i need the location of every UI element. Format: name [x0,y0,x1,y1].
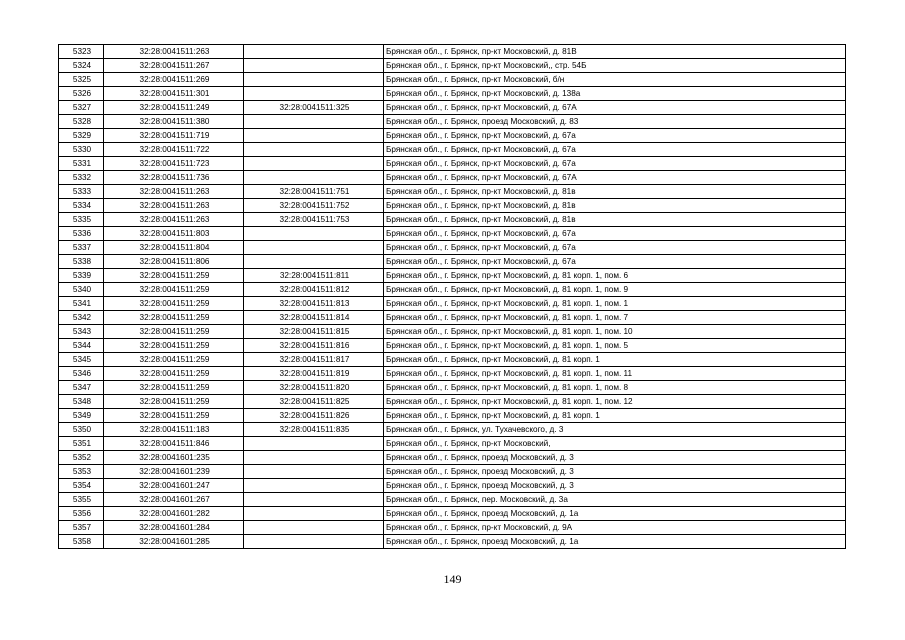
table-row [59,269,846,283]
row-number-cell: 5345 [59,353,104,367]
parcel-number-cell: 32:28:0041511:719 [104,129,244,143]
parcel-number-cell: 32:28:0041511:806 [104,255,244,269]
parcel-number-cell: 32:28:0041511:803 [104,227,244,241]
parcel-number-cell: 32:28:0041511:263 [104,45,244,59]
table-row [59,59,846,73]
address-cell: Брянская обл., г. Брянск, проезд Московский, д. 3 [384,465,846,479]
table-row [59,423,846,437]
address-cell: Брянская обл., г. Брянск, пр-кт Московский, д. 81 корп. 1 [384,353,846,367]
object-number-cell [244,255,384,269]
address-cell: Брянская обл., г. Брянск, проезд Московский, д. 1а [384,535,846,549]
row-number-cell: 5327 [59,101,104,115]
row-number-cell: 5331 [59,157,104,171]
row-number-cell: 5335 [59,213,104,227]
address-cell: Брянская обл., г. Брянск, пр-кт Московский, д. 67А [384,101,846,115]
table-row [59,297,846,311]
parcel-number-cell: 32:28:0041511:846 [104,437,244,451]
table-row [59,143,846,157]
row-number-cell: 5354 [59,479,104,493]
address-cell: Брянская обл., г. Брянск, пр-кт Московский, д. 67а [384,227,846,241]
row-number-cell: 5330 [59,143,104,157]
object-number-cell: 32:28:0041511:820 [244,381,384,395]
parcel-number-cell: 32:28:0041511:249 [104,101,244,115]
object-number-cell [244,241,384,255]
address-cell: Брянская обл., г. Брянск, пр-кт Московский, д. 81в [384,185,846,199]
table-row [59,241,846,255]
object-number-cell: 32:28:0041511:816 [244,339,384,353]
table-row [59,129,846,143]
address-cell: Брянская обл., г. Брянск, пр-кт Московский, д. 81 корп. 1, пом. 12 [384,395,846,409]
row-number-cell: 5326 [59,87,104,101]
address-cell: Брянская обл., г. Брянск, ул. Тухачевского, д. 3 [384,423,846,437]
row-number-cell: 5351 [59,437,104,451]
object-number-cell: 32:28:0041511:811 [244,269,384,283]
object-number-cell [244,507,384,521]
parcel-number-cell: 32:28:0041601:235 [104,451,244,465]
table-row [59,381,846,395]
table-row [59,311,846,325]
table-row [59,185,846,199]
object-number-cell: 32:28:0041511:814 [244,311,384,325]
parcel-number-cell: 32:28:0041511:263 [104,199,244,213]
table-row [59,339,846,353]
address-cell: Брянская обл., г. Брянск, пр-кт Московский, д. 67а [384,255,846,269]
parcel-number-cell: 32:28:0041511:183 [104,423,244,437]
object-number-cell: 32:28:0041511:819 [244,367,384,381]
parcel-number-cell: 32:28:0041511:259 [104,339,244,353]
table-row [59,479,846,493]
parcel-number-cell: 32:28:0041511:259 [104,395,244,409]
row-number-cell: 5329 [59,129,104,143]
table-row [59,171,846,185]
row-number-cell: 5346 [59,367,104,381]
address-cell: Брянская обл., г. Брянск, пр-кт Московский, д. 81 корп. 1, пом. 9 [384,283,846,297]
row-number-cell: 5355 [59,493,104,507]
table-row [59,325,846,339]
row-number-cell: 5338 [59,255,104,269]
table-row [59,115,846,129]
object-number-cell [244,227,384,241]
table-row [59,73,846,87]
parcel-number-cell: 32:28:0041511:263 [104,185,244,199]
table-row [59,255,846,269]
object-number-cell: 32:28:0041511:752 [244,199,384,213]
address-cell: Брянская обл., г. Брянск, пр-кт Московский, д. 81В [384,45,846,59]
address-cell: Брянская обл., г. Брянск, пр-кт Московский, д. 67А [384,171,846,185]
table-row [59,353,846,367]
parcel-number-cell: 32:28:0041601:239 [104,465,244,479]
object-number-cell: 32:28:0041511:325 [244,101,384,115]
row-number-cell: 5343 [59,325,104,339]
address-cell: Брянская обл., г. Брянск, пр-кт Московский, [384,437,846,451]
table-row [59,437,846,451]
object-number-cell [244,45,384,59]
row-number-cell: 5340 [59,283,104,297]
table-row [59,409,846,423]
parcel-number-cell: 32:28:0041601:282 [104,507,244,521]
row-number-cell: 5356 [59,507,104,521]
address-cell: Брянская обл., г. Брянск, проезд Московский, д. 3 [384,479,846,493]
object-number-cell: 32:28:0041511:825 [244,395,384,409]
parcel-number-cell: 32:28:0041511:722 [104,143,244,157]
object-number-cell [244,143,384,157]
table-row [59,157,846,171]
object-number-cell [244,437,384,451]
object-number-cell: 32:28:0041511:813 [244,297,384,311]
object-number-cell [244,87,384,101]
row-number-cell: 5349 [59,409,104,423]
address-cell: Брянская обл., г. Брянск, пр-кт Московский, д. 67а [384,143,846,157]
address-cell: Брянская обл., г. Брянск, проезд Московский, д. 83 [384,115,846,129]
parcel-number-cell: 32:28:0041511:259 [104,283,244,297]
parcel-number-cell: 32:28:0041511:301 [104,87,244,101]
parcel-number-cell: 32:28:0041511:723 [104,157,244,171]
object-number-cell [244,521,384,535]
object-number-cell [244,59,384,73]
row-number-cell: 5350 [59,423,104,437]
address-cell: Брянская обл., г. Брянск, пер. Московский, д. 3а [384,493,846,507]
address-cell: Брянская обл., г. Брянск, пр-кт Московский,, стр. 54Б [384,59,846,73]
object-number-cell: 32:28:0041511:812 [244,283,384,297]
parcel-number-cell: 32:28:0041511:804 [104,241,244,255]
parcel-number-cell: 32:28:0041601:284 [104,521,244,535]
row-number-cell: 5339 [59,269,104,283]
parcel-number-cell: 32:28:0041511:263 [104,213,244,227]
row-number-cell: 5334 [59,199,104,213]
object-number-cell [244,171,384,185]
row-number-cell: 5348 [59,395,104,409]
table-row [59,395,846,409]
registry-table-body [59,45,846,549]
object-number-cell: 32:28:0041511:751 [244,185,384,199]
address-cell: Брянская обл., г. Брянск, пр-кт Московский, д. 81в [384,213,846,227]
row-number-cell: 5342 [59,311,104,325]
parcel-number-cell: 32:28:0041511:267 [104,59,244,73]
address-cell: Брянская обл., г. Брянск, пр-кт Московский, д. 81 корп. 1, пом. 8 [384,381,846,395]
row-number-cell: 5324 [59,59,104,73]
object-number-cell: 32:28:0041511:835 [244,423,384,437]
parcel-number-cell: 32:28:0041511:259 [104,367,244,381]
page-number: 149 [443,572,462,586]
parcel-number-cell: 32:28:0041601:285 [104,535,244,549]
parcel-number-cell: 32:28:0041511:259 [104,269,244,283]
parcel-number-cell: 32:28:0041601:247 [104,479,244,493]
row-number-cell: 5336 [59,227,104,241]
address-cell: Брянская обл., г. Брянск, пр-кт Московский, д. 67а [384,129,846,143]
parcel-number-cell: 32:28:0041511:259 [104,353,244,367]
table-row [59,493,846,507]
row-number-cell: 5352 [59,451,104,465]
table-row [59,367,846,381]
row-number-cell: 5347 [59,381,104,395]
object-number-cell: 32:28:0041511:815 [244,325,384,339]
parcel-number-cell: 32:28:0041601:267 [104,493,244,507]
object-number-cell [244,451,384,465]
address-cell: Брянская обл., г. Брянск, пр-кт Московский, д. 81 корп. 1, пом. 5 [384,339,846,353]
parcel-number-cell: 32:28:0041511:259 [104,311,244,325]
row-number-cell: 5332 [59,171,104,185]
table-row [59,465,846,479]
table-row [59,87,846,101]
address-cell: Брянская обл., г. Брянск, пр-кт Московский, д. 138а [384,87,846,101]
address-cell: Брянская обл., г. Брянск, пр-кт Московский, д. 81 корп. 1, пом. 10 [384,325,846,339]
row-number-cell: 5323 [59,45,104,59]
object-number-cell [244,535,384,549]
object-number-cell [244,465,384,479]
row-number-cell: 5333 [59,185,104,199]
object-number-cell [244,479,384,493]
object-number-cell [244,115,384,129]
address-cell: Брянская обл., г. Брянск, пр-кт Московский, д. 81 корп. 1, пом. 11 [384,367,846,381]
table-row [59,101,846,115]
table-row [59,507,846,521]
parcel-number-cell: 32:28:0041511:736 [104,171,244,185]
address-cell: Брянская обл., г. Брянск, пр-кт Московский, д. 81 корп. 1 [384,409,846,423]
table-row [59,227,846,241]
parcel-number-cell: 32:28:0041511:259 [104,381,244,395]
row-number-cell: 5344 [59,339,104,353]
address-cell: Брянская обл., г. Брянск, проезд Московский, д. 1а [384,507,846,521]
table-row [59,45,846,59]
address-cell: Брянская обл., г. Брянск, пр-кт Московский, д. 67а [384,157,846,171]
object-number-cell [244,157,384,171]
address-cell: Брянская обл., г. Брянск, пр-кт Московский, д. 81 корп. 1, пом. 6 [384,269,846,283]
row-number-cell: 5328 [59,115,104,129]
address-cell: Брянская обл., г. Брянск, пр-кт Московский, д. 9А [384,521,846,535]
row-number-cell: 5357 [59,521,104,535]
table-row [59,535,846,549]
object-number-cell: 32:28:0041511:817 [244,353,384,367]
address-cell: Брянская обл., г. Брянск, пр-кт Московский, д. 81 корп. 1, пом. 1 [384,297,846,311]
table-row [59,213,846,227]
object-number-cell [244,493,384,507]
table-row [59,451,846,465]
row-number-cell: 5341 [59,297,104,311]
parcel-number-cell: 32:28:0041511:259 [104,409,244,423]
address-cell: Брянская обл., г. Брянск, пр-кт Московский, д. 81 корп. 1, пом. 7 [384,311,846,325]
registry-table [58,44,846,549]
parcel-number-cell: 32:28:0041511:259 [104,325,244,339]
parcel-number-cell: 32:28:0041511:269 [104,73,244,87]
parcel-number-cell: 32:28:0041511:380 [104,115,244,129]
row-number-cell: 5353 [59,465,104,479]
row-number-cell: 5325 [59,73,104,87]
object-number-cell [244,129,384,143]
row-number-cell: 5337 [59,241,104,255]
object-number-cell: 32:28:0041511:753 [244,213,384,227]
table-row [59,521,846,535]
address-cell: Брянская обл., г. Брянск, пр-кт Московский, б/н [384,73,846,87]
address-cell: Брянская обл., г. Брянск, пр-кт Московский, д. 81в [384,199,846,213]
row-number-cell: 5358 [59,535,104,549]
address-cell: Брянская обл., г. Брянск, пр-кт Московский, д. 67а [384,241,846,255]
table-row [59,283,846,297]
object-number-cell [244,73,384,87]
table-row [59,199,846,213]
parcel-number-cell: 32:28:0041511:259 [104,297,244,311]
address-cell: Брянская обл., г. Брянск, проезд Московский, д. 3 [384,451,846,465]
object-number-cell: 32:28:0041511:826 [244,409,384,423]
